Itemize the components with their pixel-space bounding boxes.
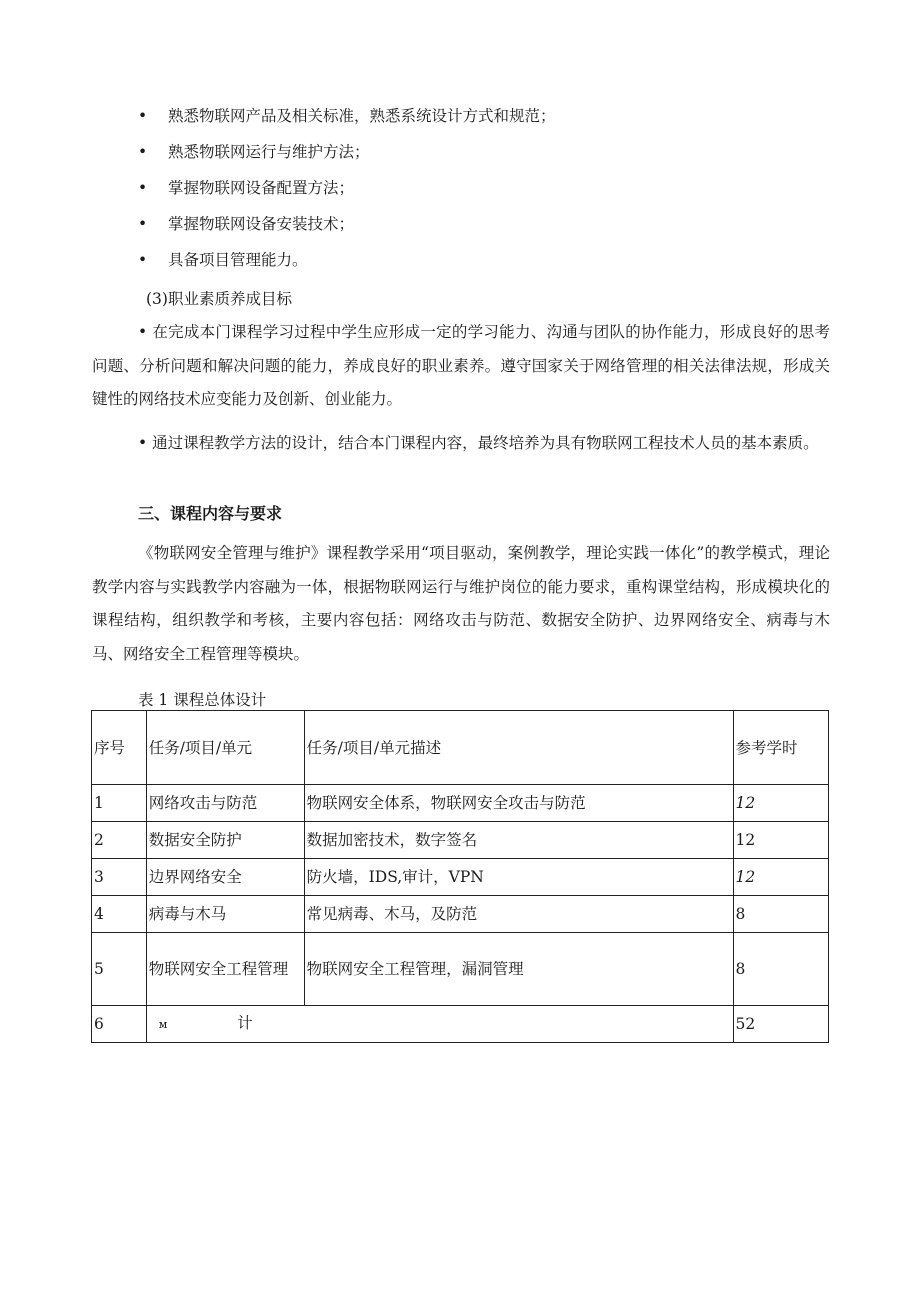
bullet-item (138, 250, 308, 270)
bullet-text: 掌握物联网设备配置方法； (168, 179, 355, 197)
total-label-cell (146, 1006, 733, 1043)
bullet-dot: • (138, 107, 148, 125)
bullet-item (138, 142, 370, 162)
bullet-item (138, 178, 354, 198)
header-cell: 参考学时 (733, 711, 828, 785)
table-row (92, 859, 829, 896)
paragraph-teaching-design: • 通过课程教学方法的设计，结合本门课程内容，最终培养为具有物联网工程技术人员的基本素质。 (138, 434, 819, 452)
table-cell: 6 (92, 1006, 147, 1043)
table-row (92, 896, 829, 933)
sub-heading: (3)职业素质养成目标 (146, 290, 292, 308)
table-caption: 表 1 课程总体设计 (138, 691, 267, 709)
table-cell: 数据安全防护 (146, 822, 304, 859)
table-row (92, 822, 829, 859)
bullet-text: 熟悉物联网产品及相关标准，熟悉系统设计方式和规范； (168, 107, 556, 125)
paragraph-quality-goals: • 在完成本门课程学习过程中学生应形成一定的学习能力、沟通与团队的协作能力，形成良好的思考问题、分析问题和解决问题的能力，养成良好的职业素养。遵守国家关于网络管理的相关法律法规，形成关键性的网络技术应变能力及创新、创业能力。 (92, 323, 830, 408)
table-cell: 物联网安全体系，物联网安全攻击与防范 (304, 785, 733, 822)
table-cell: 12 (733, 859, 828, 896)
table-cell: 12 (733, 822, 828, 859)
table-cell: 52 (733, 1006, 828, 1043)
table-cell: 防火墙，IDS,审计，VPN (304, 859, 733, 896)
section-title: 三、课程内容与要求 (138, 504, 283, 523)
table-cell: 2 (92, 822, 147, 859)
total-label: 计 (237, 1014, 253, 1032)
bullet-dot: • (138, 251, 148, 269)
bullet-text: 掌握物联网设备安装技术； (168, 215, 355, 233)
table-cell: 常见病毒、木马，及防范 (304, 896, 733, 933)
table-cell: 12 (733, 785, 828, 822)
table-cell: 病毒与木马 (146, 896, 304, 933)
table-cell: 物联网安全工程管理，漏洞管理 (304, 933, 733, 1006)
paragraph-course-content: 《物联网安全管理与维护》课程教学采用“项目驱动，案例教学，理论实践一体化”的教学模式，理论教学内容与实践教学内容融为一体，根据物联网运行与维护岗位的能力要求，重构课堂结构，形成模块化的课程结构，组织教学和考核，主要内容包括：网络攻击与防范、数据安全防护、边界网络安全、病毒与木马、网络安全工程管理等模块。 (92, 544, 830, 663)
header-cell: 序号 (92, 711, 147, 785)
bullet-dot: • (138, 215, 148, 233)
table-cell: 网络攻击与防范 (146, 785, 304, 822)
bullet-item (138, 106, 556, 126)
table-cell: 边界网络安全 (146, 859, 304, 896)
total-mark: м (158, 1018, 168, 1031)
table-total-row (92, 1006, 829, 1043)
table-cell: 4 (92, 896, 147, 933)
table-cell: 数据加密技术，数字签名 (304, 822, 733, 859)
table-row (92, 785, 829, 822)
table-cell: 8 (733, 896, 828, 933)
table-row (92, 933, 829, 1006)
course-design-table (91, 710, 829, 1043)
bullet-dot: • (138, 143, 148, 161)
table-cell: 5 (92, 933, 147, 1006)
table-cell: 3 (92, 859, 147, 896)
header-cell: 任务/项目/单元 (146, 711, 304, 785)
bullet-text: 熟悉物联网运行与维护方法； (168, 143, 370, 161)
bullet-item (138, 214, 354, 234)
table-cell: 1 (92, 785, 147, 822)
bullet-dot: • (138, 179, 148, 197)
table-header-row (92, 711, 829, 785)
bullet-text: 具备项目管理能力。 (168, 251, 308, 269)
table-cell: 8 (733, 933, 828, 1006)
table-cell: 物联网安全工程管理 (146, 933, 304, 1006)
header-cell: 任务/项目/单元描述 (304, 711, 733, 785)
